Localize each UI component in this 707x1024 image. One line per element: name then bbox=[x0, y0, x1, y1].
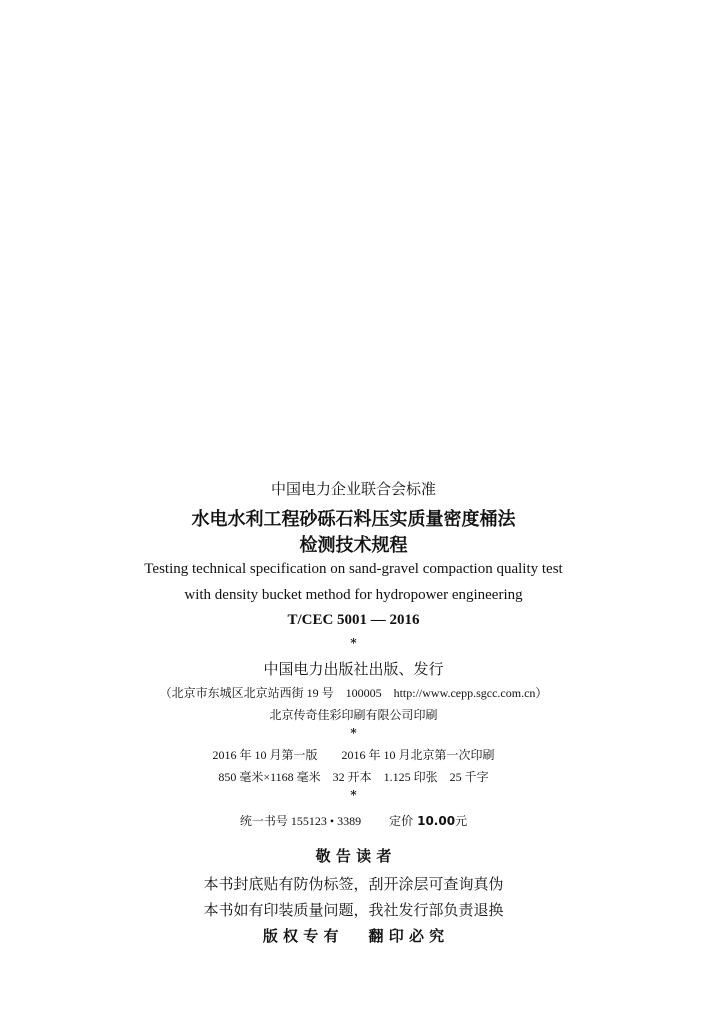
separator-star: * bbox=[350, 636, 357, 650]
publisher: 中国电力出版社出版、发行 bbox=[263, 660, 444, 678]
separator-star: * bbox=[350, 788, 357, 802]
book-number-and-price bbox=[0, 812, 707, 829]
price-label: 定价 bbox=[389, 814, 414, 828]
price-value: 10.00 bbox=[417, 814, 456, 828]
price-unit: 元 bbox=[455, 814, 468, 828]
edition-info: 2016 年 10 月第一版 2016 年 10 月北京第一次印刷 bbox=[212, 748, 495, 762]
format-info: 850 毫米×1168 毫米 32 开本 1.125 印张 25 千字 bbox=[218, 770, 489, 784]
separator-star: * bbox=[350, 726, 357, 740]
title-english-line-2: with density bucket method for hydropower engineering bbox=[184, 587, 523, 603]
standard-organization: 中国电力企业联合会标准 bbox=[270, 480, 436, 498]
book-number: 统一书号 155123 • 3389 bbox=[239, 814, 362, 828]
publisher-address: （北京市东城区北京站西街 19 号 100005 http://www.cepp.sgcc.com.cn） bbox=[159, 686, 548, 700]
standard-code: T/CEC 5001 — 2016 bbox=[287, 612, 420, 628]
title-english-line-1: Testing technical specification on sand-gravel compaction quality test bbox=[144, 561, 563, 577]
notice-print-quality: 本书如有印装质量问题，我社发行部负责退换 bbox=[203, 901, 504, 919]
printer: 北京传奇佳彩印刷有限公司印刷 bbox=[269, 708, 438, 722]
notice-anti-counterfeit: 本书封底贴有防伪标签，刮开涂层可查询真伪 bbox=[203, 875, 504, 893]
notice-heading: 敬 告 读 者 bbox=[315, 847, 392, 865]
copyright-notice: 版 权 专 有 翻 印 必 究 bbox=[262, 927, 445, 945]
title-chinese-line-2: 检测技术规程 bbox=[299, 535, 408, 556]
title-chinese-line-1: 水电水利工程砂砾石料压实质量密度桶法 bbox=[191, 509, 516, 530]
